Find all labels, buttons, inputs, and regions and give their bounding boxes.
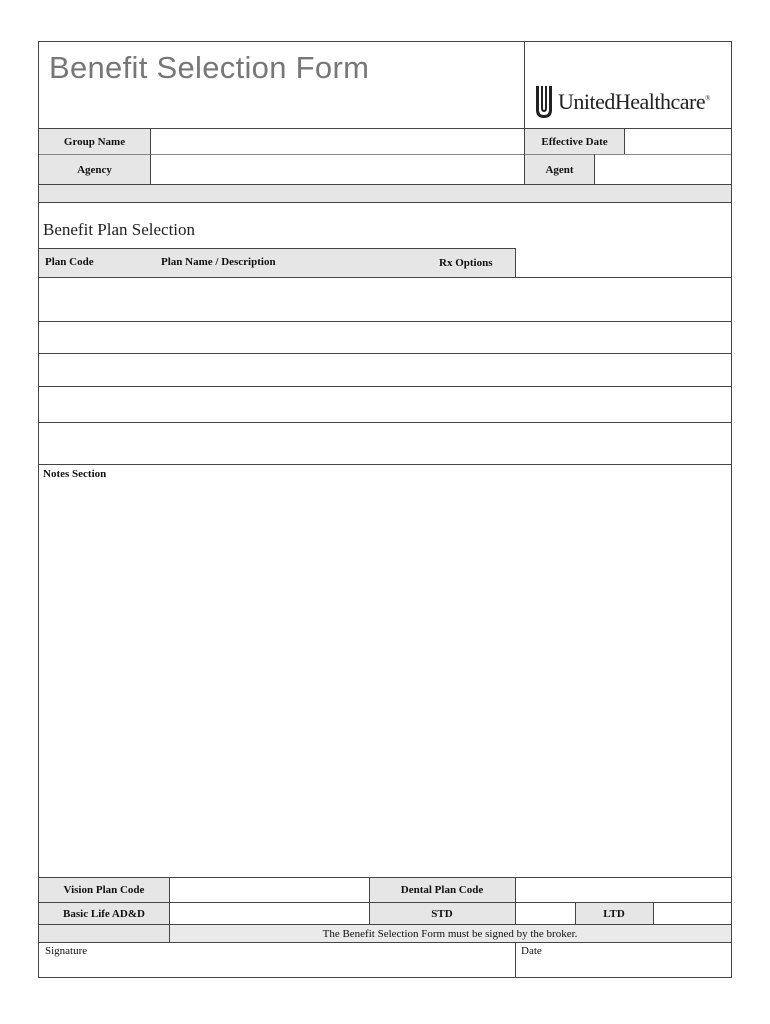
basic-life-label: Basic Life AD&D	[63, 907, 145, 920]
date-field[interactable]	[516, 958, 731, 977]
group-name-label: Group Name	[63, 135, 126, 148]
column-rx-options: Rx Options	[439, 257, 493, 269]
dental-plan-code-field[interactable]	[516, 878, 731, 902]
column-plan-name: Plan Name / Description	[161, 256, 276, 268]
header-shaded-band	[39, 185, 731, 202]
agent-label: Agent	[545, 163, 574, 176]
plan-row[interactable]	[39, 423, 731, 464]
dental-plan-code-label: Dental Plan Code	[400, 884, 484, 896]
form-title: Benefit Selection Form	[49, 50, 370, 85]
logo-wordmark: UnitedHealthcare®	[558, 89, 710, 114]
effective-date-label: Effective Date	[541, 135, 608, 148]
agent-field[interactable]	[595, 155, 731, 184]
basic-life-field[interactable]	[170, 903, 369, 924]
vision-plan-code-field[interactable]	[170, 878, 369, 902]
date-label: Date	[521, 945, 542, 957]
std-field[interactable]	[516, 903, 575, 924]
unitedhealthcare-logo	[534, 84, 710, 120]
group-name-field[interactable]	[151, 129, 524, 154]
section-title-plan-selection: Benefit Plan Selection	[43, 220, 196, 239]
plan-row[interactable]	[39, 387, 731, 422]
std-label: STD	[431, 907, 453, 920]
ltd-field[interactable]	[654, 903, 731, 924]
vision-plan-code-label: Vision Plan Code	[63, 884, 145, 896]
plan-row[interactable]	[39, 354, 731, 386]
signature-field[interactable]	[39, 958, 515, 977]
benefit-selection-form	[38, 41, 732, 978]
notes-section-label: Notes Section	[43, 468, 107, 480]
broker-signature-note: The Benefit Selection Form must be signed by the broker.	[322, 927, 578, 940]
logo-mark-icon	[534, 84, 554, 120]
plan-row[interactable]	[39, 322, 731, 353]
column-plan-code: Plan Code	[45, 256, 94, 268]
signature-label: Signature	[45, 945, 88, 957]
effective-date-field[interactable]	[625, 129, 731, 154]
agency-label: Agency	[77, 163, 112, 176]
agency-field[interactable]	[151, 155, 524, 184]
notes-area[interactable]	[39, 482, 731, 875]
plan-row[interactable]	[39, 278, 731, 321]
ltd-label: LTD	[603, 907, 625, 920]
